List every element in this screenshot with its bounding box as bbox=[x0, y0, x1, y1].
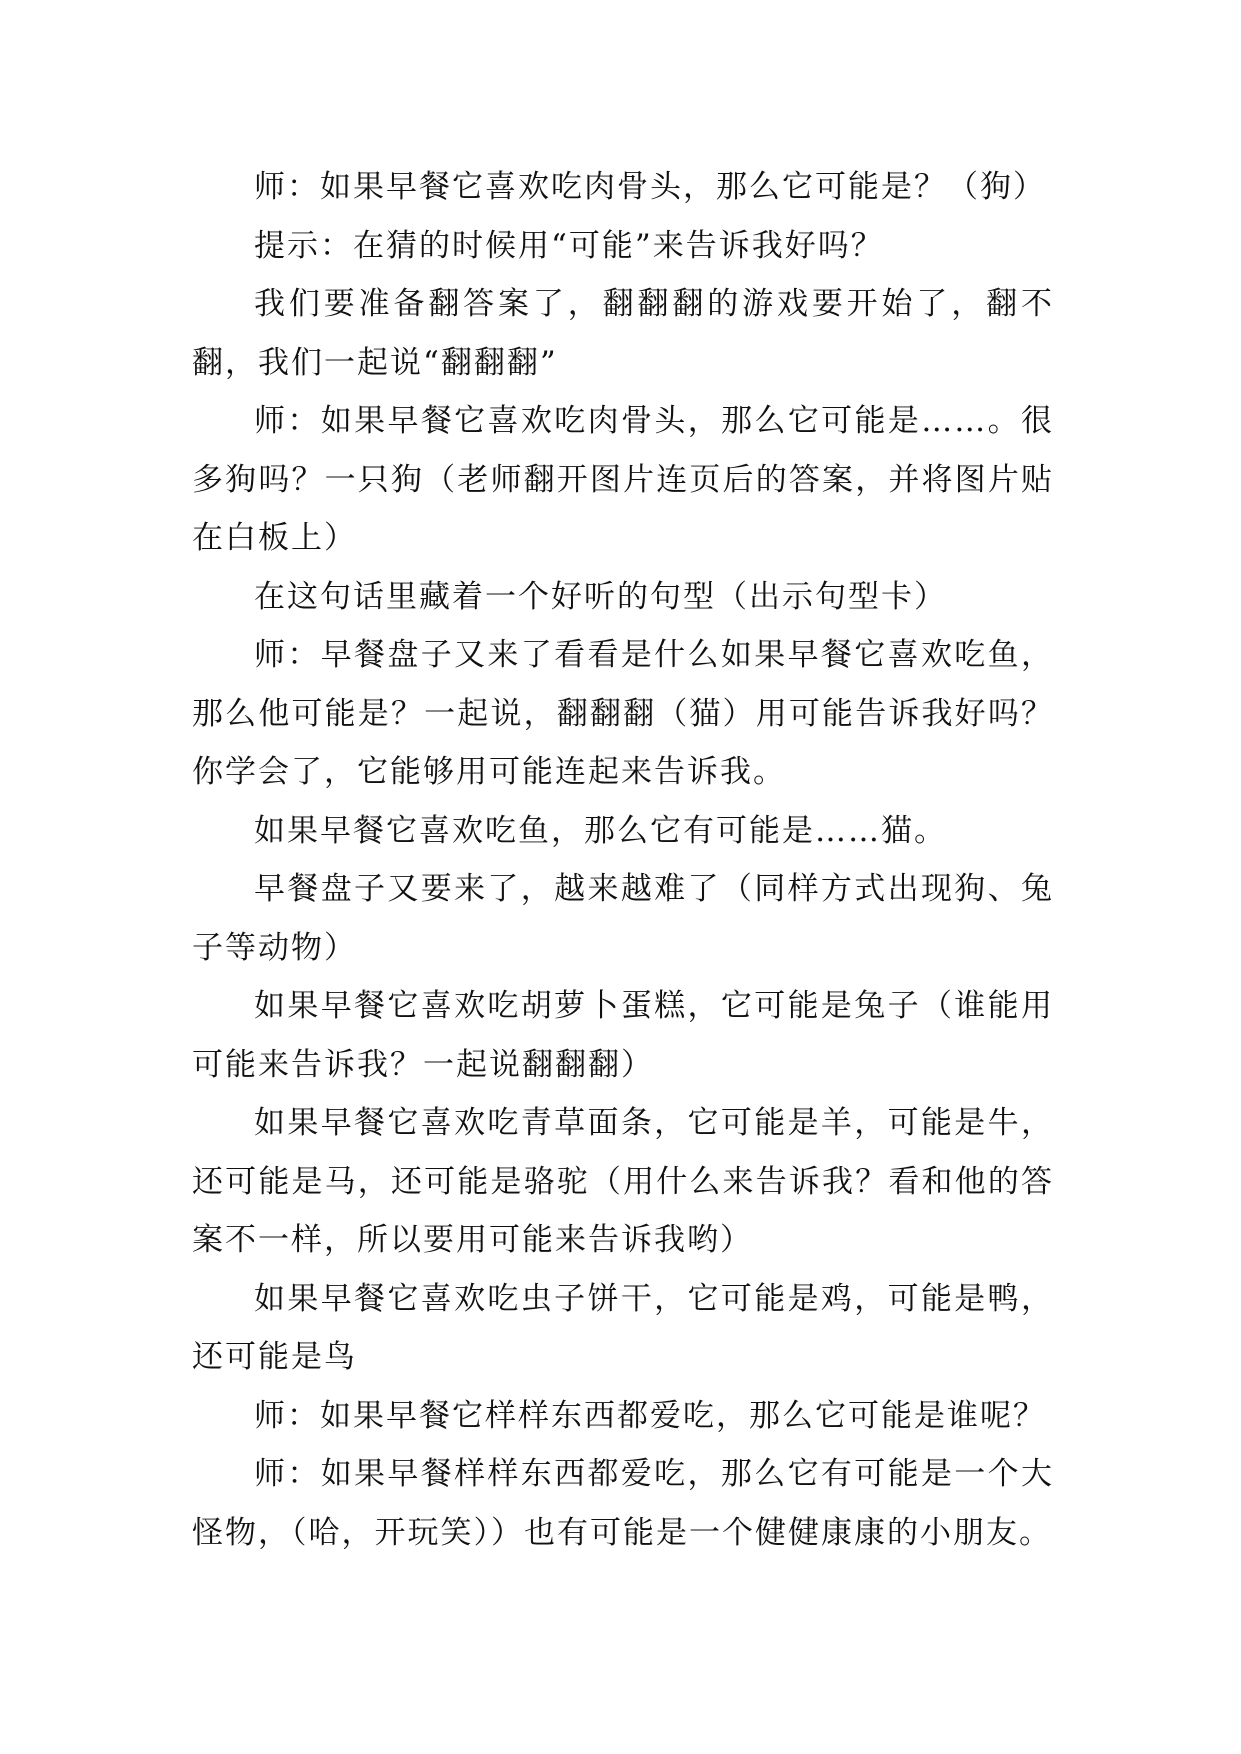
paragraph-11: 如果早餐它喜欢吃虫子饼干，它可能是鸡，可能是鸭，还可能是鸟 bbox=[192, 1280, 1054, 1375]
paragraph-9: 如果早餐它喜欢吃胡萝卜蛋糕，它可能是兔子（谁能用可能来告诉我？一起说翻翻翻） bbox=[192, 988, 1054, 1083]
paragraph-6: 师：早餐盘子又来了看看是什么如果早餐它喜欢吃鱼，那么他可能是？一起说，翻翻翻（猫）用可能告诉我好吗？你学会了，它能够用可能连起来告诉我。 bbox=[192, 637, 1054, 790]
paragraph-10: 如果早餐它喜欢吃青草面条，它可能是羊，可能是牛，还可能是马，还可能是骆驼（用什么来告诉我？看和他的答案不一样，所以要用可能来告诉我哟） bbox=[192, 1105, 1054, 1258]
document-body bbox=[192, 158, 1054, 1562]
paragraph-8: 早餐盘子又要来了，越来越难了（同样方式出现狗、兔子等动物） bbox=[192, 871, 1054, 966]
paragraph-13: 师：如果早餐样样东西都爱吃，那么它有可能是一个大怪物，（哈，开玩笑））也有可能是一个健健康康的小朋友。 bbox=[192, 1456, 1054, 1551]
paragraph-4: 师：如果早餐它喜欢吃肉骨头，那么它可能是……。很多狗吗？一只狗（老师翻开图片连页后的答案，并将图片贴在白板上） bbox=[192, 403, 1054, 556]
paragraph-1: 师：如果早餐它喜欢吃肉骨头，那么它可能是？（狗） bbox=[254, 169, 1046, 205]
paragraph-3: 我们要准备翻答案了，翻翻翻的游戏要开始了，翻不翻，我们一起说“翻翻翻” bbox=[192, 286, 1054, 381]
paragraph-2: 提示：在猜的时候用“可能”来告诉我好吗？ bbox=[254, 227, 884, 264]
paragraph-12: 师：如果早餐它样样东西都爱吃，那么它可能是谁呢？ bbox=[254, 1397, 1046, 1434]
paragraph-5: 在这句话里藏着一个好听的句型（出示句型卡） bbox=[254, 578, 947, 615]
paragraph-7: 如果早餐它喜欢吃鱼，那么它有可能是……猫。 bbox=[254, 812, 947, 849]
